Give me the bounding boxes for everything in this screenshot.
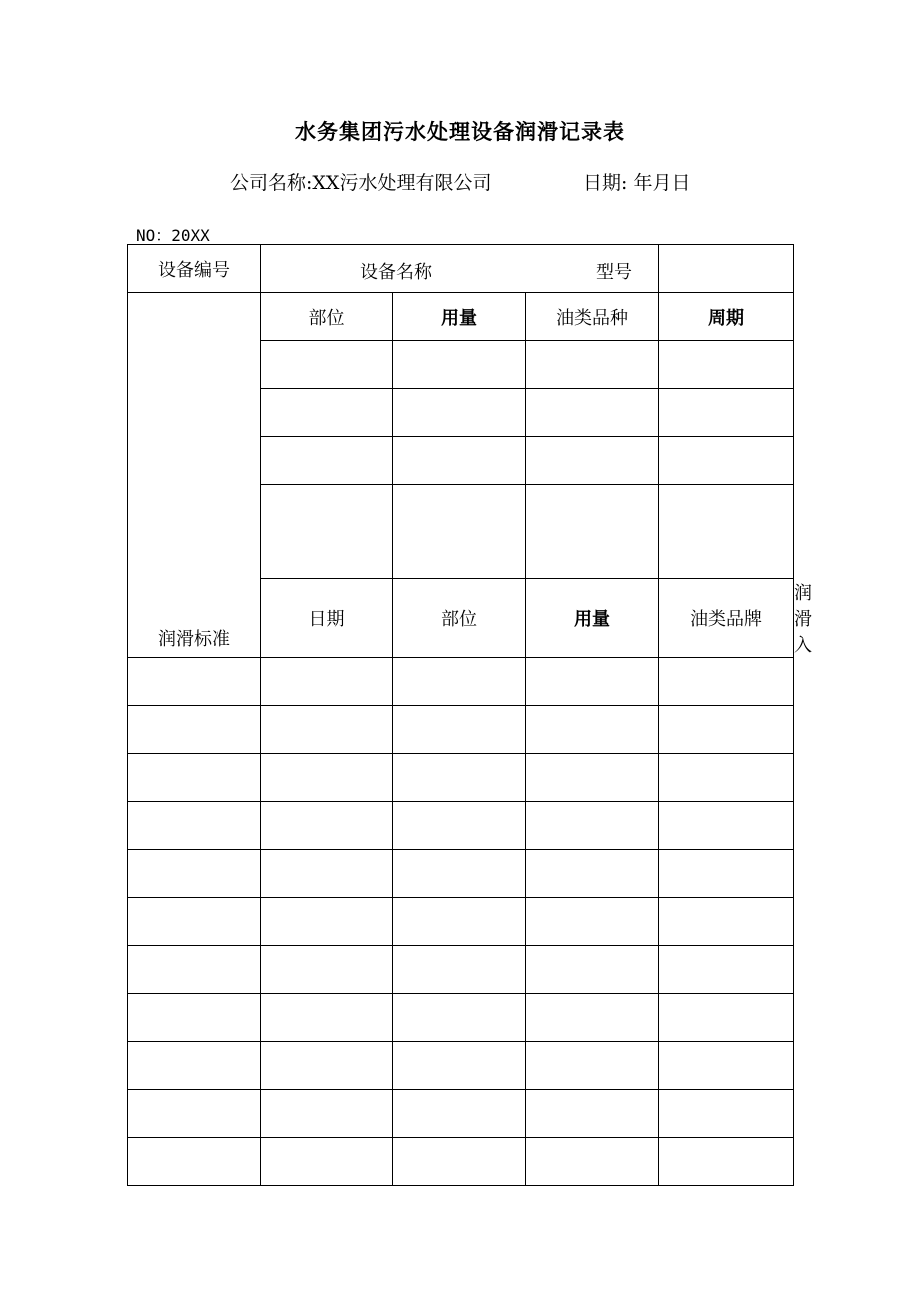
record-row [128, 946, 794, 994]
record-cell[interactable] [659, 802, 794, 850]
standard-col-cycle: 周期 [659, 293, 794, 341]
record-cell[interactable] [526, 802, 659, 850]
record-cell[interactable] [393, 1138, 526, 1186]
standard-cell[interactable] [659, 437, 794, 485]
equipment-no-label: 设备编号 [128, 245, 261, 293]
record-row [128, 658, 794, 706]
record-cell[interactable] [526, 946, 659, 994]
standard-cell[interactable] [393, 389, 526, 437]
record-cell[interactable] [261, 946, 393, 994]
record-col-oil-brand: 油类品牌 [659, 579, 794, 658]
record-cell[interactable] [128, 754, 261, 802]
record-cell[interactable] [659, 946, 794, 994]
standard-cell[interactable] [261, 389, 393, 437]
record-row [128, 1090, 794, 1138]
record-header-row: 日期 部位 用量 油类品牌 润滑入 [128, 579, 794, 658]
record-row [128, 898, 794, 946]
record-col-part: 部位 [393, 579, 526, 658]
record-cell[interactable] [261, 1042, 393, 1090]
standard-cell[interactable] [261, 437, 393, 485]
record-row [128, 706, 794, 754]
record-cell[interactable] [659, 898, 794, 946]
record-col-date: 日期 [261, 579, 393, 658]
record-cell[interactable] [393, 898, 526, 946]
standard-header-row [128, 293, 794, 341]
record-cell[interactable] [393, 802, 526, 850]
record-row [128, 850, 794, 898]
standard-cell[interactable] [526, 341, 659, 389]
record-cell[interactable] [128, 898, 261, 946]
record-cell[interactable] [261, 754, 393, 802]
standard-cell[interactable] [659, 341, 794, 389]
company-name-label: 公司名称:XX污水处理有限公司 [230, 172, 492, 194]
record-row [128, 802, 794, 850]
record-cell[interactable] [659, 1090, 794, 1138]
record-cell[interactable] [659, 754, 794, 802]
record-cell[interactable] [526, 1138, 659, 1186]
record-cell[interactable] [526, 898, 659, 946]
standard-cell[interactable] [526, 485, 659, 579]
record-cell[interactable] [659, 994, 794, 1042]
record-cell[interactable] [659, 658, 794, 706]
record-cell[interactable] [128, 946, 261, 994]
model-value-cell[interactable] [659, 245, 794, 293]
record-cell[interactable] [393, 658, 526, 706]
record-cell[interactable] [393, 994, 526, 1042]
record-cell[interactable] [526, 706, 659, 754]
record-cell[interactable] [393, 1042, 526, 1090]
standard-cell[interactable] [261, 341, 393, 389]
record-cell[interactable] [261, 706, 393, 754]
record-row [128, 994, 794, 1042]
record-rows [128, 658, 794, 1186]
record-row [128, 1138, 794, 1186]
record-cell[interactable] [261, 1090, 393, 1138]
record-row [128, 1042, 794, 1090]
standard-cell[interactable] [393, 341, 526, 389]
equipment-name-cell[interactable] [261, 245, 659, 293]
document-title: 水务集团污水处理设备润滑记录表 [295, 119, 625, 144]
model-label: 型号 [596, 262, 632, 283]
record-cell[interactable] [526, 658, 659, 706]
standard-cell[interactable] [659, 485, 794, 579]
record-cell[interactable] [393, 706, 526, 754]
standard-cell[interactable] [393, 437, 526, 485]
standard-cell[interactable] [526, 437, 659, 485]
record-row [128, 754, 794, 802]
standard-cell[interactable] [261, 485, 393, 579]
record-cell[interactable] [128, 994, 261, 1042]
record-cell[interactable] [393, 1090, 526, 1138]
record-cell[interactable] [261, 898, 393, 946]
record-cell[interactable] [659, 706, 794, 754]
record-cell[interactable] [526, 850, 659, 898]
record-cell[interactable] [261, 658, 393, 706]
record-cell[interactable] [261, 850, 393, 898]
lubrication-standard-label: 润滑标准 [128, 293, 261, 658]
record-cell[interactable] [526, 1090, 659, 1138]
record-cell[interactable] [659, 1042, 794, 1090]
record-cell[interactable] [526, 994, 659, 1042]
document-number: NO：20XX [136, 226, 210, 245]
record-cell[interactable] [659, 850, 794, 898]
standard-col-oil-type: 油类品种 [526, 293, 659, 341]
record-cell[interactable] [393, 850, 526, 898]
equipment-name-label: 设备名称 [360, 262, 432, 283]
lubrication-record-table [127, 244, 813, 1186]
record-cell[interactable] [261, 1138, 393, 1186]
standard-cell[interactable] [393, 485, 526, 579]
record-cell[interactable] [526, 1042, 659, 1090]
equipment-header-row [128, 245, 794, 293]
record-cell[interactable] [128, 1138, 261, 1186]
record-col-amount: 用量 [526, 579, 659, 658]
standard-col-part: 部位 [261, 293, 393, 341]
record-cell[interactable] [659, 1138, 794, 1186]
standard-col-amount: 用量 [393, 293, 526, 341]
standard-cell[interactable] [659, 389, 794, 437]
record-cell[interactable] [393, 946, 526, 994]
record-cell[interactable] [526, 754, 659, 802]
record-cell[interactable] [128, 1042, 261, 1090]
record-cell[interactable] [128, 706, 261, 754]
record-cell[interactable] [128, 658, 261, 706]
record-cell[interactable] [393, 754, 526, 802]
record-cell[interactable] [128, 850, 261, 898]
record-cell[interactable] [261, 802, 393, 850]
record-cell[interactable] [128, 1090, 261, 1138]
record-cell[interactable] [128, 802, 261, 850]
date-label: 日期: 年月日 [583, 172, 691, 194]
standard-cell[interactable] [526, 389, 659, 437]
record-cell[interactable] [261, 994, 393, 1042]
